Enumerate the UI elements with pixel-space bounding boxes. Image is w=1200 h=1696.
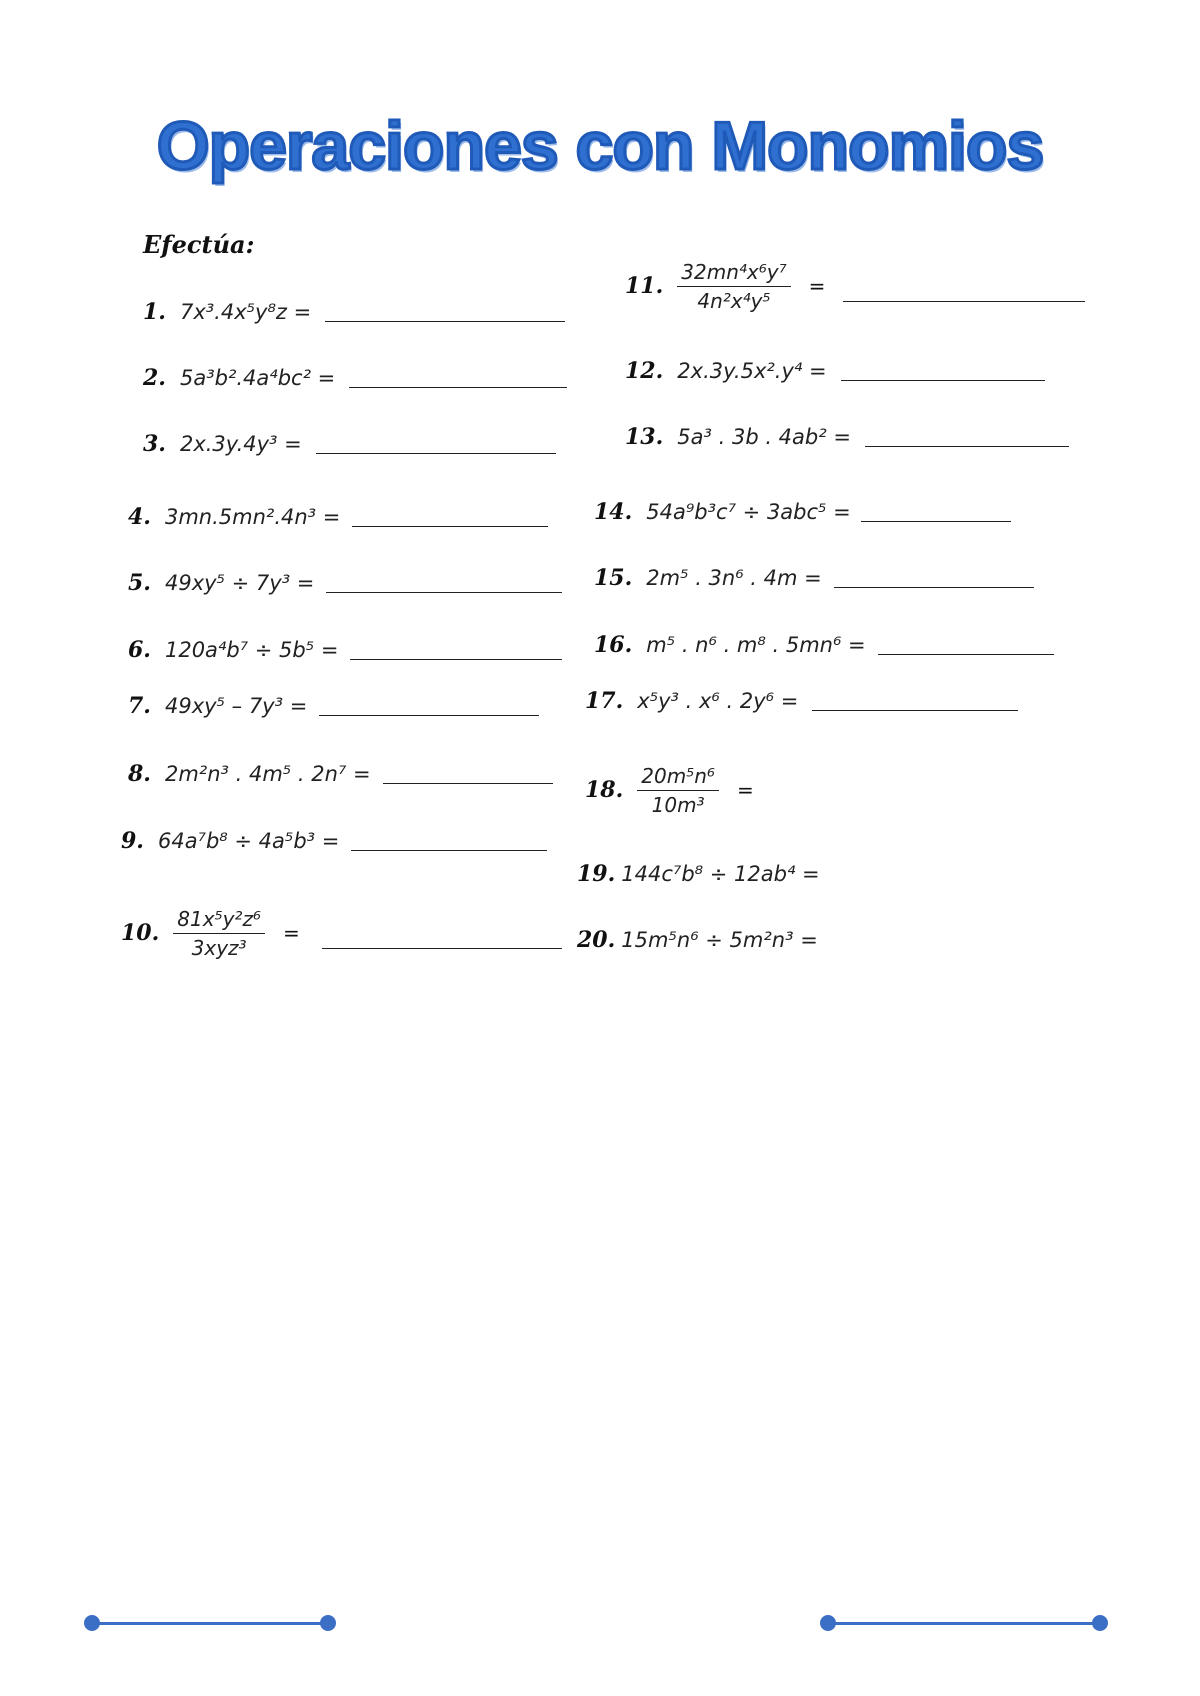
decoration-dot xyxy=(84,1615,100,1631)
fraction-numerator: 32mn⁴x⁶y⁷ xyxy=(677,260,790,287)
exercise-number: 7. xyxy=(128,693,151,719)
exercise-11 xyxy=(625,258,1085,314)
exercise-number: 12. xyxy=(625,358,664,384)
answer-line[interactable] xyxy=(865,445,1069,447)
exercise-expression: 3mn.5mn².4n³ = xyxy=(164,505,341,529)
exercise-number: 16. xyxy=(594,632,633,658)
exercise-4 xyxy=(128,495,548,539)
answer-line[interactable] xyxy=(322,947,562,949)
answer-line[interactable] xyxy=(841,379,1045,381)
fraction xyxy=(677,260,790,313)
exercise-13 xyxy=(625,415,1069,459)
exercise-number: 19. xyxy=(577,861,616,887)
exercise-expression: 7x³.4x⁵y⁸z = xyxy=(179,300,312,324)
exercise-expression: 2m²n³ . 4m⁵ . 2n⁷ = xyxy=(164,762,371,786)
exercise-number: 14. xyxy=(594,499,633,525)
exercise-expression: 2x.3y.5x².y⁴ = xyxy=(677,359,827,383)
answer-line[interactable] xyxy=(325,320,565,322)
exercise-number: 11. xyxy=(625,273,664,299)
exercise-expression: 15m⁵n⁶ ÷ 5m²n³ = xyxy=(621,928,818,952)
exercise-number: 4. xyxy=(128,504,151,530)
exercise-number: 3. xyxy=(143,431,166,457)
exercise-expression: 5a³b².4a⁴bc² = xyxy=(179,366,336,390)
decoration-dot xyxy=(320,1615,336,1631)
answer-line[interactable] xyxy=(316,452,556,454)
fraction-denominator: 10m³ xyxy=(651,792,705,817)
fraction-denominator: 3xyz³ xyxy=(191,935,247,960)
exercise-expression: 5a³ . 3b . 4ab² = xyxy=(677,425,851,449)
equals-sign: = xyxy=(808,274,826,298)
exercise-expression: 144c⁷b⁸ ÷ 12ab⁴ = xyxy=(621,862,820,886)
exercise-expression: 49xy⁵ – 7y³ = xyxy=(164,694,308,718)
exercise-number: 5. xyxy=(128,570,151,596)
exercise-1 xyxy=(143,290,565,334)
exercise-number: 20. xyxy=(577,927,616,953)
exercise-7 xyxy=(128,684,539,728)
exercise-expression: 120a⁴b⁷ ÷ 5b⁵ = xyxy=(164,638,339,662)
answer-line[interactable] xyxy=(326,591,562,593)
exercise-18 xyxy=(585,762,766,818)
exercise-20 xyxy=(577,918,818,962)
answer-line[interactable] xyxy=(834,586,1034,588)
fraction-denominator: 4n²x⁴y⁵ xyxy=(697,288,771,313)
exercise-12 xyxy=(625,349,1045,393)
exercise-expression: 2m⁵ . 3n⁶ . 4m = xyxy=(646,566,822,590)
exercise-3 xyxy=(143,422,556,466)
equals-sign: = xyxy=(282,921,300,945)
answer-line[interactable] xyxy=(352,525,548,527)
fraction-numerator: 20m⁵n⁶ xyxy=(637,764,719,791)
answer-line[interactable] xyxy=(350,658,562,660)
exercise-15 xyxy=(594,556,1034,600)
exercise-expression: 54a⁹b³c⁷ ÷ 3abc⁵ = xyxy=(646,500,851,524)
exercise-expression: 64a⁷b⁸ ÷ 4a⁵b³ = xyxy=(157,829,340,853)
exercise-number: 8. xyxy=(128,761,151,787)
decoration-line xyxy=(828,1622,1100,1625)
exercise-number: 9. xyxy=(121,828,144,854)
decoration-dot xyxy=(820,1615,836,1631)
exercise-expression: x⁵y³ . x⁶ . 2y⁶ = xyxy=(637,689,799,713)
exercise-19 xyxy=(577,852,820,896)
page-title: Operaciones con Monomios xyxy=(156,108,1044,184)
exercise-number: 17. xyxy=(585,688,624,714)
answer-line[interactable] xyxy=(861,520,1011,522)
exercise-number: 6. xyxy=(128,637,151,663)
exercise-number: 18. xyxy=(585,777,624,803)
exercise-14 xyxy=(594,490,1011,534)
answer-line[interactable] xyxy=(812,709,1018,711)
exercise-number: 10. xyxy=(121,920,160,946)
answer-line[interactable] xyxy=(351,849,547,851)
decoration-dot xyxy=(1092,1615,1108,1631)
decoration-line xyxy=(92,1622,328,1625)
exercise-17 xyxy=(585,679,1018,723)
fraction xyxy=(173,907,265,960)
exercise-2 xyxy=(143,356,567,400)
answer-line[interactable] xyxy=(349,386,567,388)
exercise-10 xyxy=(121,905,562,961)
equals-sign: = xyxy=(736,778,754,802)
fraction xyxy=(637,764,719,817)
exercise-16 xyxy=(594,623,1054,667)
answer-line[interactable] xyxy=(383,782,553,784)
exercise-number: 15. xyxy=(594,565,633,591)
exercise-number: 2. xyxy=(143,365,166,391)
exercise-number: 1. xyxy=(143,299,166,325)
exercise-expression: m⁵ . n⁶ . m⁸ . 5mn⁶ = xyxy=(646,633,866,657)
exercise-number: 13. xyxy=(625,424,664,450)
exercise-8 xyxy=(128,752,553,796)
fraction-numerator: 81x⁵y²z⁶ xyxy=(173,907,265,934)
answer-line[interactable] xyxy=(319,714,539,716)
exercise-expression: 2x.3y.4y³ = xyxy=(179,432,302,456)
answer-line[interactable] xyxy=(843,300,1085,302)
exercise-6 xyxy=(128,628,562,672)
exercise-9 xyxy=(121,819,547,863)
exercise-5 xyxy=(128,561,562,605)
exercise-expression: 49xy⁵ ÷ 7y³ = xyxy=(164,571,315,595)
instruction-label: Efectúa: xyxy=(143,230,255,259)
answer-line[interactable] xyxy=(878,653,1054,655)
